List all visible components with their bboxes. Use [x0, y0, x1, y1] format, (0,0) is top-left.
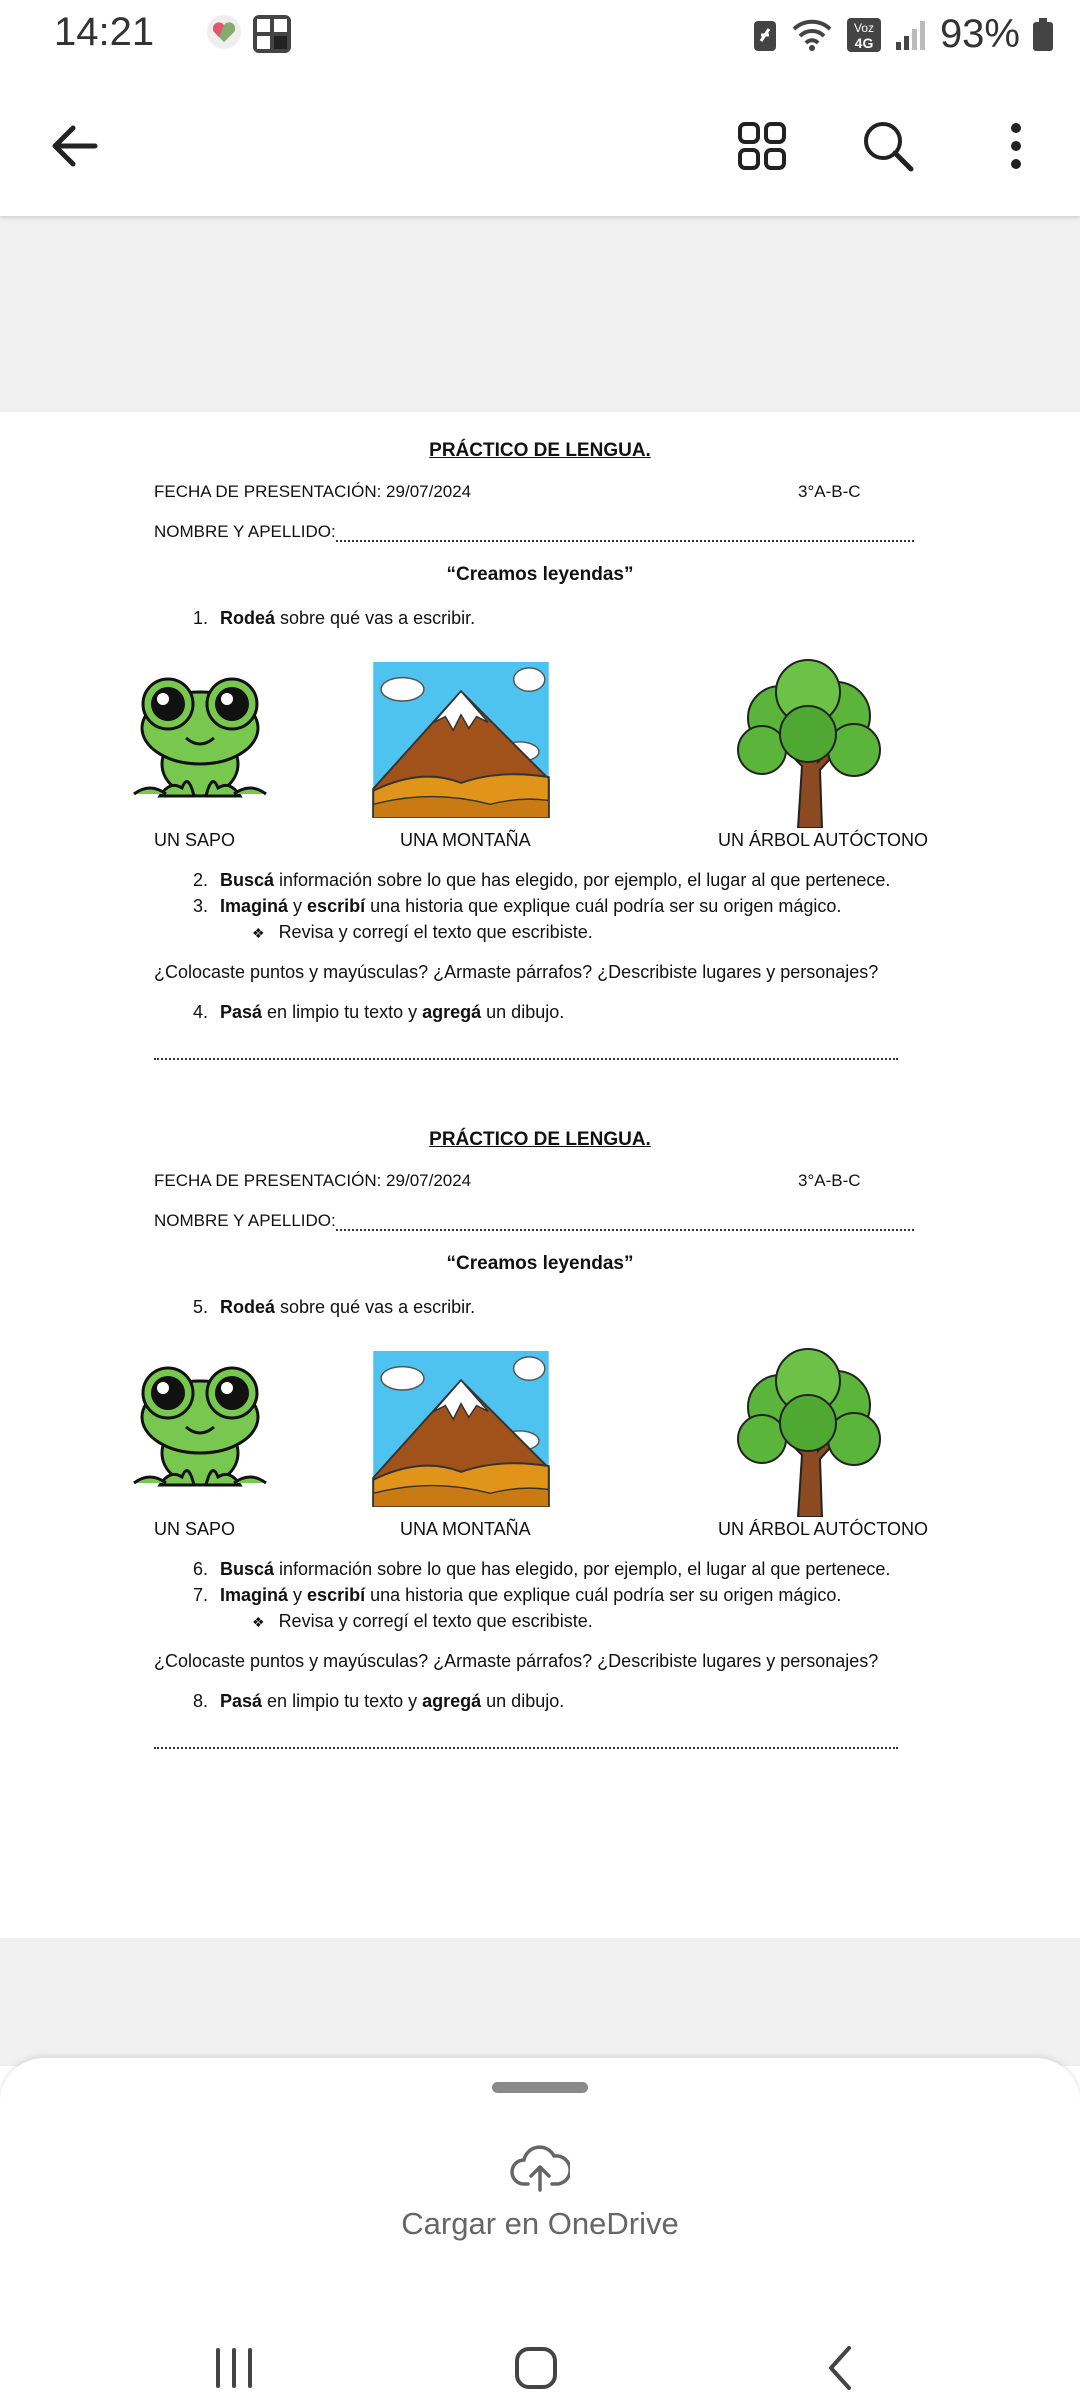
diamond-bullet-icon: ❖	[252, 925, 265, 941]
system-nav-bar	[0, 2338, 1080, 2408]
task-8: 8. Pasá en limpio tu texto y agregá un dibujo.	[192, 1691, 565, 1711]
picture-label-frog: UN SAPO	[154, 1519, 236, 1539]
status-bar	[0, 0, 1080, 72]
tree-picture	[728, 1347, 888, 1517]
svg-text:Voz: Voz	[853, 20, 874, 35]
worksheet-title: PRÁCTICO DE LENGUA.	[429, 1129, 651, 1150]
grid-view-button[interactable]	[732, 116, 792, 176]
presentation-date: FECHA DE PRESENTACIÓN: 29/07/2024	[154, 482, 472, 501]
picture-label-mountain: UNA MONTAÑA	[400, 830, 531, 850]
checklist-question: ¿Colocaste puntos y mayúsculas? ¿Armaste párrafos? ¿Describiste lugares y personajes?	[154, 962, 879, 982]
picture-label-tree: UN ÁRBOL AUTÓCTONO	[718, 1519, 929, 1539]
recent-apps-button[interactable]	[194, 2338, 274, 2398]
name-dotted-line	[336, 540, 914, 542]
nav-back-icon	[825, 2344, 855, 2392]
status-icons	[752, 12, 1054, 57]
task-5: 5. Rodeá sobre qué vas a escribir.	[192, 1297, 476, 1317]
tree-picture	[728, 658, 888, 828]
battery-icon	[1032, 18, 1054, 52]
frog-picture	[130, 1353, 270, 1493]
task-4: 4. Pasá en limpio tu texto y agregá un dibujo.	[192, 1002, 565, 1022]
task-3: 3. Imaginá y escribí una historia que explique cuál podría ser su origen mágico.	[192, 896, 842, 916]
battery-saver-icon	[752, 17, 778, 53]
grid-app-icon	[252, 14, 292, 54]
picture-label-frog: UN SAPO	[154, 830, 236, 850]
more-options-button[interactable]	[986, 116, 1046, 176]
system-back-button[interactable]	[800, 2338, 880, 2398]
signal-icon	[894, 18, 928, 52]
search-icon	[862, 120, 914, 172]
recent-apps-icon	[212, 2348, 256, 2388]
home-icon	[514, 2346, 558, 2390]
back-button[interactable]	[44, 116, 104, 176]
volte-4g-icon	[846, 17, 882, 53]
notification-icons	[206, 14, 292, 54]
task-7: 7. Imaginá y escribí una historia que explique cuál podría ser su origen mágico.	[192, 1585, 842, 1605]
app-toolbar	[0, 72, 1080, 216]
task-2: 2. Buscá información sobre lo que has elegido, por ejemplo, el lugar al que pertenece.	[192, 870, 891, 890]
search-button[interactable]	[858, 116, 918, 176]
document-page	[0, 412, 1080, 1938]
worksheet-subtitle: “Creamos leyendas”	[446, 1253, 634, 1274]
arrow-left-icon	[49, 124, 99, 168]
task-6: 6. Buscá información sobre lo que has elegido, por ejemplo, el lugar al que pertenece.	[192, 1559, 891, 1579]
section-dotted-separator	[154, 1747, 898, 1749]
frog-picture	[130, 664, 270, 804]
grade-label: 3°A-B-C	[798, 482, 861, 501]
worksheet-subtitle: “Creamos leyendas”	[446, 564, 634, 585]
wifi-icon	[790, 17, 834, 53]
name-label: NOMBRE Y APELLIDO:	[154, 522, 336, 541]
upload-onedrive-button[interactable]	[300, 2128, 780, 2258]
grid-view-icon	[737, 121, 787, 171]
mountain-picture	[372, 1351, 550, 1507]
mountain-picture	[372, 662, 550, 818]
review-bullet: ❖ Revisa y corregí el texto que escribiste.	[252, 922, 593, 942]
battery-percent: 93%	[939, 12, 1020, 56]
section-dotted-separator	[154, 1058, 898, 1060]
bottom-sheet	[0, 2058, 1080, 2408]
grade-label: 3°A-B-C	[798, 1171, 861, 1190]
sheet-drag-handle[interactable]	[492, 2082, 588, 2093]
picture-label-tree: UN ÁRBOL AUTÓCTONO	[718, 830, 929, 850]
name-dotted-line	[336, 1229, 914, 1231]
svg-text:4G: 4G	[854, 34, 874, 51]
document-viewer[interactable]	[0, 216, 1080, 2066]
more-vertical-icon	[1008, 122, 1024, 170]
home-button[interactable]	[496, 2338, 576, 2398]
diamond-bullet-icon: ❖	[252, 1614, 265, 1630]
cloud-upload-icon	[510, 2144, 570, 2192]
name-label: NOMBRE Y APELLIDO:	[154, 1211, 336, 1230]
upload-onedrive-label: Cargar en OneDrive	[401, 2206, 679, 2241]
heart-app-icon	[206, 14, 242, 50]
worksheet-title: PRÁCTICO DE LENGUA.	[429, 440, 651, 461]
task-1: 1. Rodeá sobre qué vas a escribir.	[192, 608, 476, 628]
review-bullet: ❖ Revisa y corregí el texto que escribiste.	[252, 1611, 593, 1631]
checklist-question: ¿Colocaste puntos y mayúsculas? ¿Armaste párrafos? ¿Describiste lugares y personajes?	[154, 1651, 879, 1671]
status-time: 14:21	[54, 10, 155, 54]
picture-label-mountain: UNA MONTAÑA	[400, 1519, 531, 1539]
presentation-date: FECHA DE PRESENTACIÓN: 29/07/2024	[154, 1171, 472, 1190]
